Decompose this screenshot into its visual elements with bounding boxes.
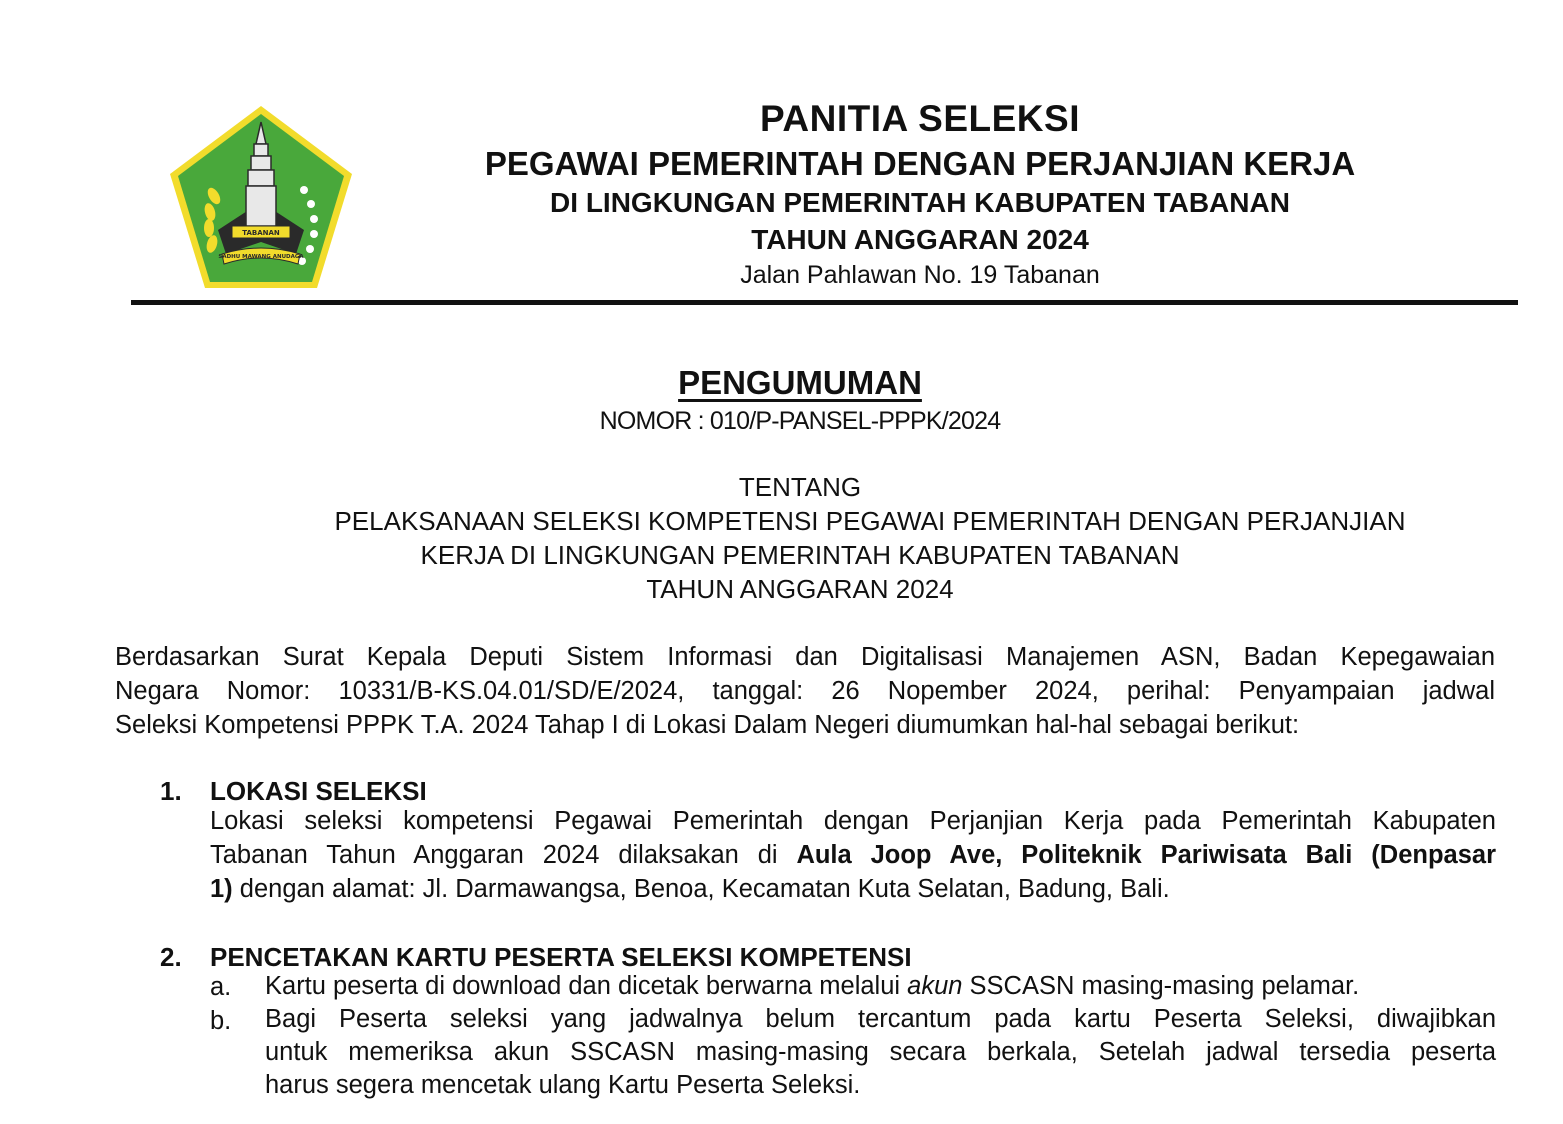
announcement-about-label: TENTANG <box>738 472 862 502</box>
section-1-text: Tabanan Tahun Anggaran 2024 dilaksakan di <box>210 841 797 869</box>
item-b-line: untuk memeriksa akun SSCASN masing-masing secara berkala, Setelah jadwal tersedia peserta <box>265 1038 1496 1066</box>
letterhead-title: PANITIA SELEKSI <box>760 98 1080 139</box>
intro-line: Negara Nomor: 10331/B-KS.04.01/SD/E/2024, tanggal: 26 Nopember 2024, perihal: Penyampaian jadwal <box>115 677 1495 705</box>
section-1-line: Lokasi seleksi kompetensi Pegawai Pemerintah dengan Perjanjian Kerja pada Pemerintah Kabupaten <box>210 807 1496 835</box>
letterhead-subtitle: PEGAWAI PEMERINTAH DENGAN PERJANJIAN KERJA <box>484 145 1356 182</box>
section-1-line <box>210 872 1496 906</box>
item-a-line <box>265 970 1496 1003</box>
announcement-subject-line-3: TAHUN ANGGARAN 2024 <box>646 574 954 604</box>
letterhead-address: Jalan Pahlawan No. 19 Tabanan <box>740 261 1100 289</box>
intro-line: Seleksi Kompetensi PPPK T.A. 2024 Tahap I di Lokasi Dalam Negeri diumumkan hal-hal sebagai berikut: <box>115 711 1300 739</box>
logo-banner-text: TABANAN <box>242 229 280 237</box>
item-a-text: Kartu peserta di download dan dicetak berwarna melalui <box>265 972 908 1000</box>
intro-paragraph <box>115 640 1495 742</box>
section-1-heading: LOKASI SELEKSI <box>210 776 427 806</box>
logo-ribbon-text: SADHU MAWANG ANUDAGA <box>218 254 304 260</box>
intro-line: Berdasarkan Surat Kepala Deputi Sistem Informasi dan Digitalisasi Manajemen ASN, Badan Kepegawaian <box>115 643 1495 671</box>
section-2-heading: PENCETAKAN KARTU PESERTA SELEKSI KOMPETENSI <box>210 942 912 972</box>
item-b-line: harus segera mencetak ulang Kartu Peserta Seleksi. <box>265 1071 861 1099</box>
letterhead-scope: DI LINGKUNGAN PEMERINTAH KABUPATEN TABANAN <box>550 187 1290 218</box>
section-1-address: dengan alamat: Jl. Darmawangsa, Benoa, Kecamatan Kuta Selatan, Badung, Bali. <box>232 875 1170 903</box>
announcement-subject-line-2: KERJA DI LINGKUNGAN PEMERINTAH KABUPATEN TABANAN <box>420 540 1180 570</box>
item-b-letter: b. <box>210 1007 232 1035</box>
announcement-subject-line-1: PELAKSANAAN SELEKSI KOMPETENSI PEGAWAI PEMERINTAH DENGAN PERJANJIAN <box>334 506 1406 536</box>
item-a-italic: akun <box>907 972 963 1000</box>
item-a-letter: a. <box>210 973 232 1001</box>
section-1-venue: Aula Joop Ave, Politeknik Pariwisata Bali (Denpasar <box>796 841 1496 869</box>
announcement-title: PENGUMUMAN <box>678 364 922 401</box>
item-a-text-end: SSCASN masing-masing pelamar. <box>962 972 1360 1000</box>
item-a-body <box>265 970 1496 1003</box>
announcement-number: NOMOR : 010/P-PANSEL-PPPK/2024 <box>599 407 1001 435</box>
section-2-number: 2. <box>160 942 182 972</box>
section-1-number: 1. <box>160 776 182 806</box>
tabanan-regency-logo <box>166 104 356 292</box>
item-b-body <box>265 1003 1496 1102</box>
section-1-line <box>210 838 1496 872</box>
item-b-line: Bagi Peserta seleksi yang jadwalnya belum tercantum pada kartu Peserta Seleksi, diwajibkan <box>265 1005 1496 1033</box>
section-1-venue-end: 1) <box>210 875 233 903</box>
section-1-body <box>210 804 1496 906</box>
letterhead-year: TAHUN ANGGARAN 2024 <box>751 224 1089 255</box>
letterhead-divider <box>131 300 1518 305</box>
